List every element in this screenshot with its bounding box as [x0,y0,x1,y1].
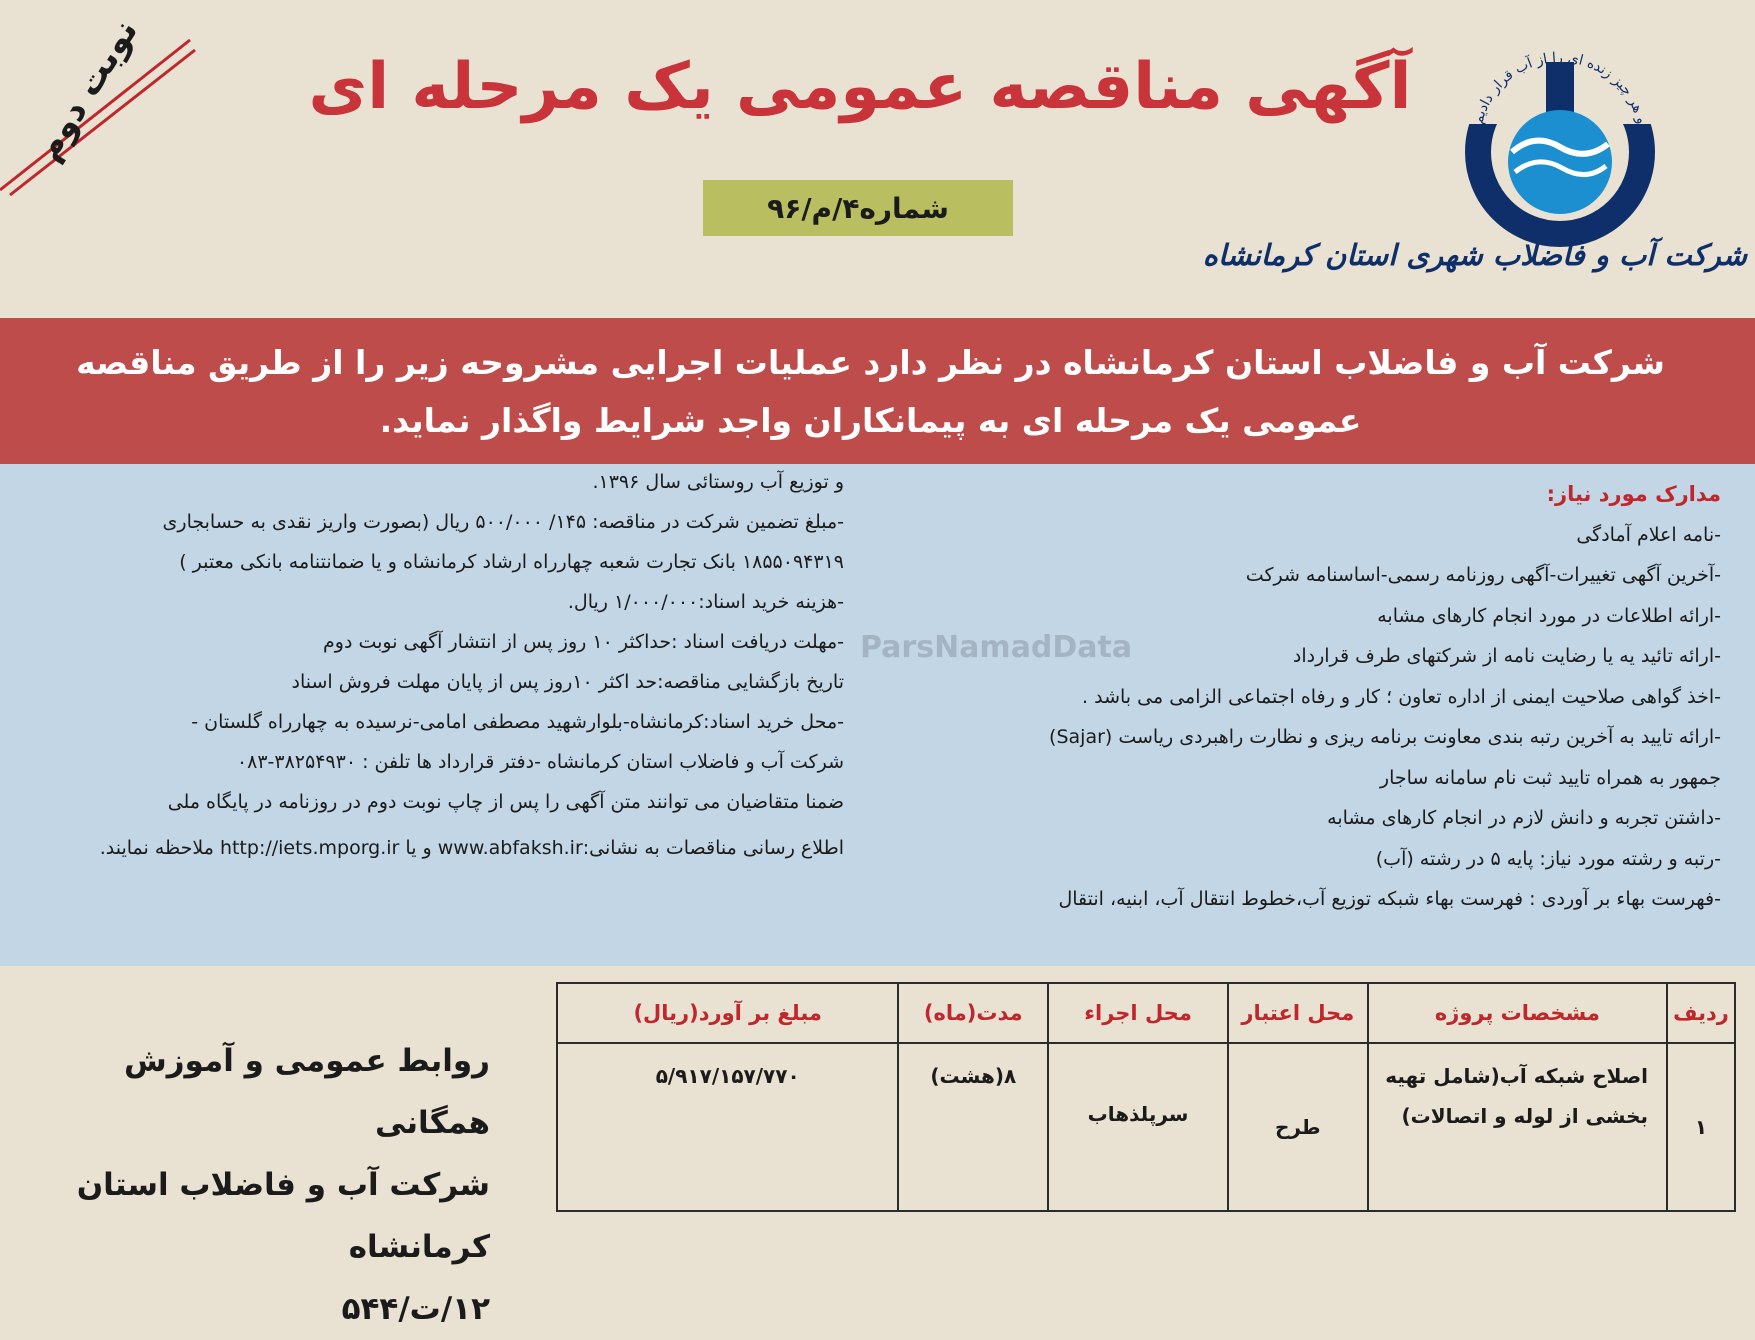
requirement-item: -آخرین آگهی تغییرات-آگهی روزنامه رسمی-اساسنامه شرکت [1245,564,1721,586]
header-location: محل اجراء [1048,983,1228,1043]
detail-line: -هزینه خرید اسناد:۱/۰۰۰/۰۰۰ ریال. [567,591,844,613]
publication-code: ۱۲/ت/۵۴۴ [341,1291,490,1327]
requirement-item: -رتبه و رشته مورد نیاز: پایه ۵ در رشته (آب) [1375,847,1721,870]
company-logo [1440,22,1680,262]
cell-location: سرپلذهاب [1048,1043,1228,1211]
requirement-item: جمهور به همراه تایید ثبت نام سامانه ساجار [1379,766,1721,789]
requirement-item: -فهرست بهاء بر آوردی : فهرست بهاء شبکه توزیع آب،خطوط انتقال آب، ابنیه، انتقال [1058,888,1721,910]
signature-dept: روابط عمومی و آموزش همگانی [123,1043,490,1141]
header-funding: محل اعتبار [1228,983,1368,1043]
cell-index: ۱ [1667,1043,1735,1211]
detail-line: اطلاع رسانی مناقصات به نشانی:www.abfaksh.ir و یا http://iets.mporg.ir ملاحظه نمایند. [99,837,844,859]
requirement-item: -نامه اعلام آمادگی [1576,523,1721,546]
header-index: ردیف [1667,983,1735,1043]
detail-line: تاریخ بازگشایی مناقصه:حد اکثر ۱۰روز پس از پایان مهلت فروش اسناد [291,671,844,693]
header-duration: مدت(ماه) [898,983,1048,1043]
detail-line: -مبلغ تضمین شرکت در مناقصه: ۱۴۵/ ۵۰۰/۰۰۰ ریال (بصورت واریز نقدی به حسابجاری [162,511,844,533]
logo-slogan: و هر چیز زنده ای را از آب قرار دادیم [1470,49,1650,126]
signature-block [10,1030,490,1340]
cell-funding: طرح [1228,1043,1368,1211]
cell-duration: ۸(هشت) [898,1043,1048,1211]
requirement-item: -ارائه تایید به آخرین رتبه بندی معاونت برنامه ریزی و نظارت راهبردی ریاست (Sajar) [1049,726,1721,748]
tender-details [14,462,844,862]
detail-line: و توزیع آب روستائی سال ۱۳۹۶. [592,471,844,493]
project-table [556,982,1736,1212]
intro-banner: شرکت آب و فاضلاب استان کرمانشاه در نظر دارد عملیات اجرایی مشروحه زیر را از طریق مناقصه عمومی یک مرحله ای به پیمانکاران واجد شرایط واگذار نماید. [0,318,1755,464]
cell-project: اصلاح شبکه آب(شامل تهیه بخشی از لوله و اتصالات) [1368,1043,1667,1211]
requirement-item: -اخذ گواهی صلاحیت ایمنی از اداره تعاون ؛ کار و رفاه اجتماعی الزامی می باشد . [1082,685,1721,708]
requirements-list [851,474,1721,920]
header-estimate: مبلغ بر آورد(ریال) [557,983,898,1043]
cell-estimate: ۵/۹۱۷/۱۵۷/۷۷۰ [557,1043,898,1211]
requirement-item: -ارائه تائید یه یا رضایت نامه از شرکتهای طرف قرارداد [1292,645,1721,667]
company-name: شرکت آب و فاضلاب شهری استان کرمانشاه [1202,238,1747,272]
watermark: ParsNamadData [860,630,1133,665]
detail-line: -مهلت دریافت اسناد :حداکثر ۱۰ روز پس از انتشار آگهی نوبت دوم [323,631,844,653]
requirement-item: -ارائه اطلاعات در مورد انجام کارهای مشابه [1377,604,1721,627]
signature-company: شرکت آب و فاضلاب استان کرمانشاه [76,1167,490,1265]
table-header-row [557,983,1735,1043]
detail-line: ضمنا متقاضیان می توانند متن آگهی را پس از چاپ نوبت دوم در روزنامه در پایگاه ملی [167,791,844,813]
detail-line: شرکت آب و فاضلاب استان کرمانشاه -دفتر قرارداد ها تلفن : ۳۸۲۵۴۹۳۰-۰۸۳ [236,751,844,773]
tender-number: شماره۴/م/۹۶ [703,180,1013,236]
detail-line: ۱۸۵۵۰۹۴۳۱۹ بانک تجارت شعبه چهارراه ارشاد کرمانشاه و یا ضمانتنامه بانکی معتبر ) [179,551,844,573]
table-row [557,1043,1735,1211]
publication-stamp: نوبت دوم [28,12,146,168]
page-title: آگهی مناقصه عمومی یک مرحله ای [308,50,1412,124]
header-project: مشخصات پروژه [1368,983,1667,1043]
requirement-item: -داشتن تجربه و دانش لازم در انجام کارهای مشابه [1327,807,1721,829]
requirements-heading: مدارک مورد نیاز: [1546,482,1721,506]
detail-line: -محل خرید اسناد:کرمانشاه-بلوارشهید مصطفی امامی-نرسیده به چهارراه گلستان - [191,711,844,733]
